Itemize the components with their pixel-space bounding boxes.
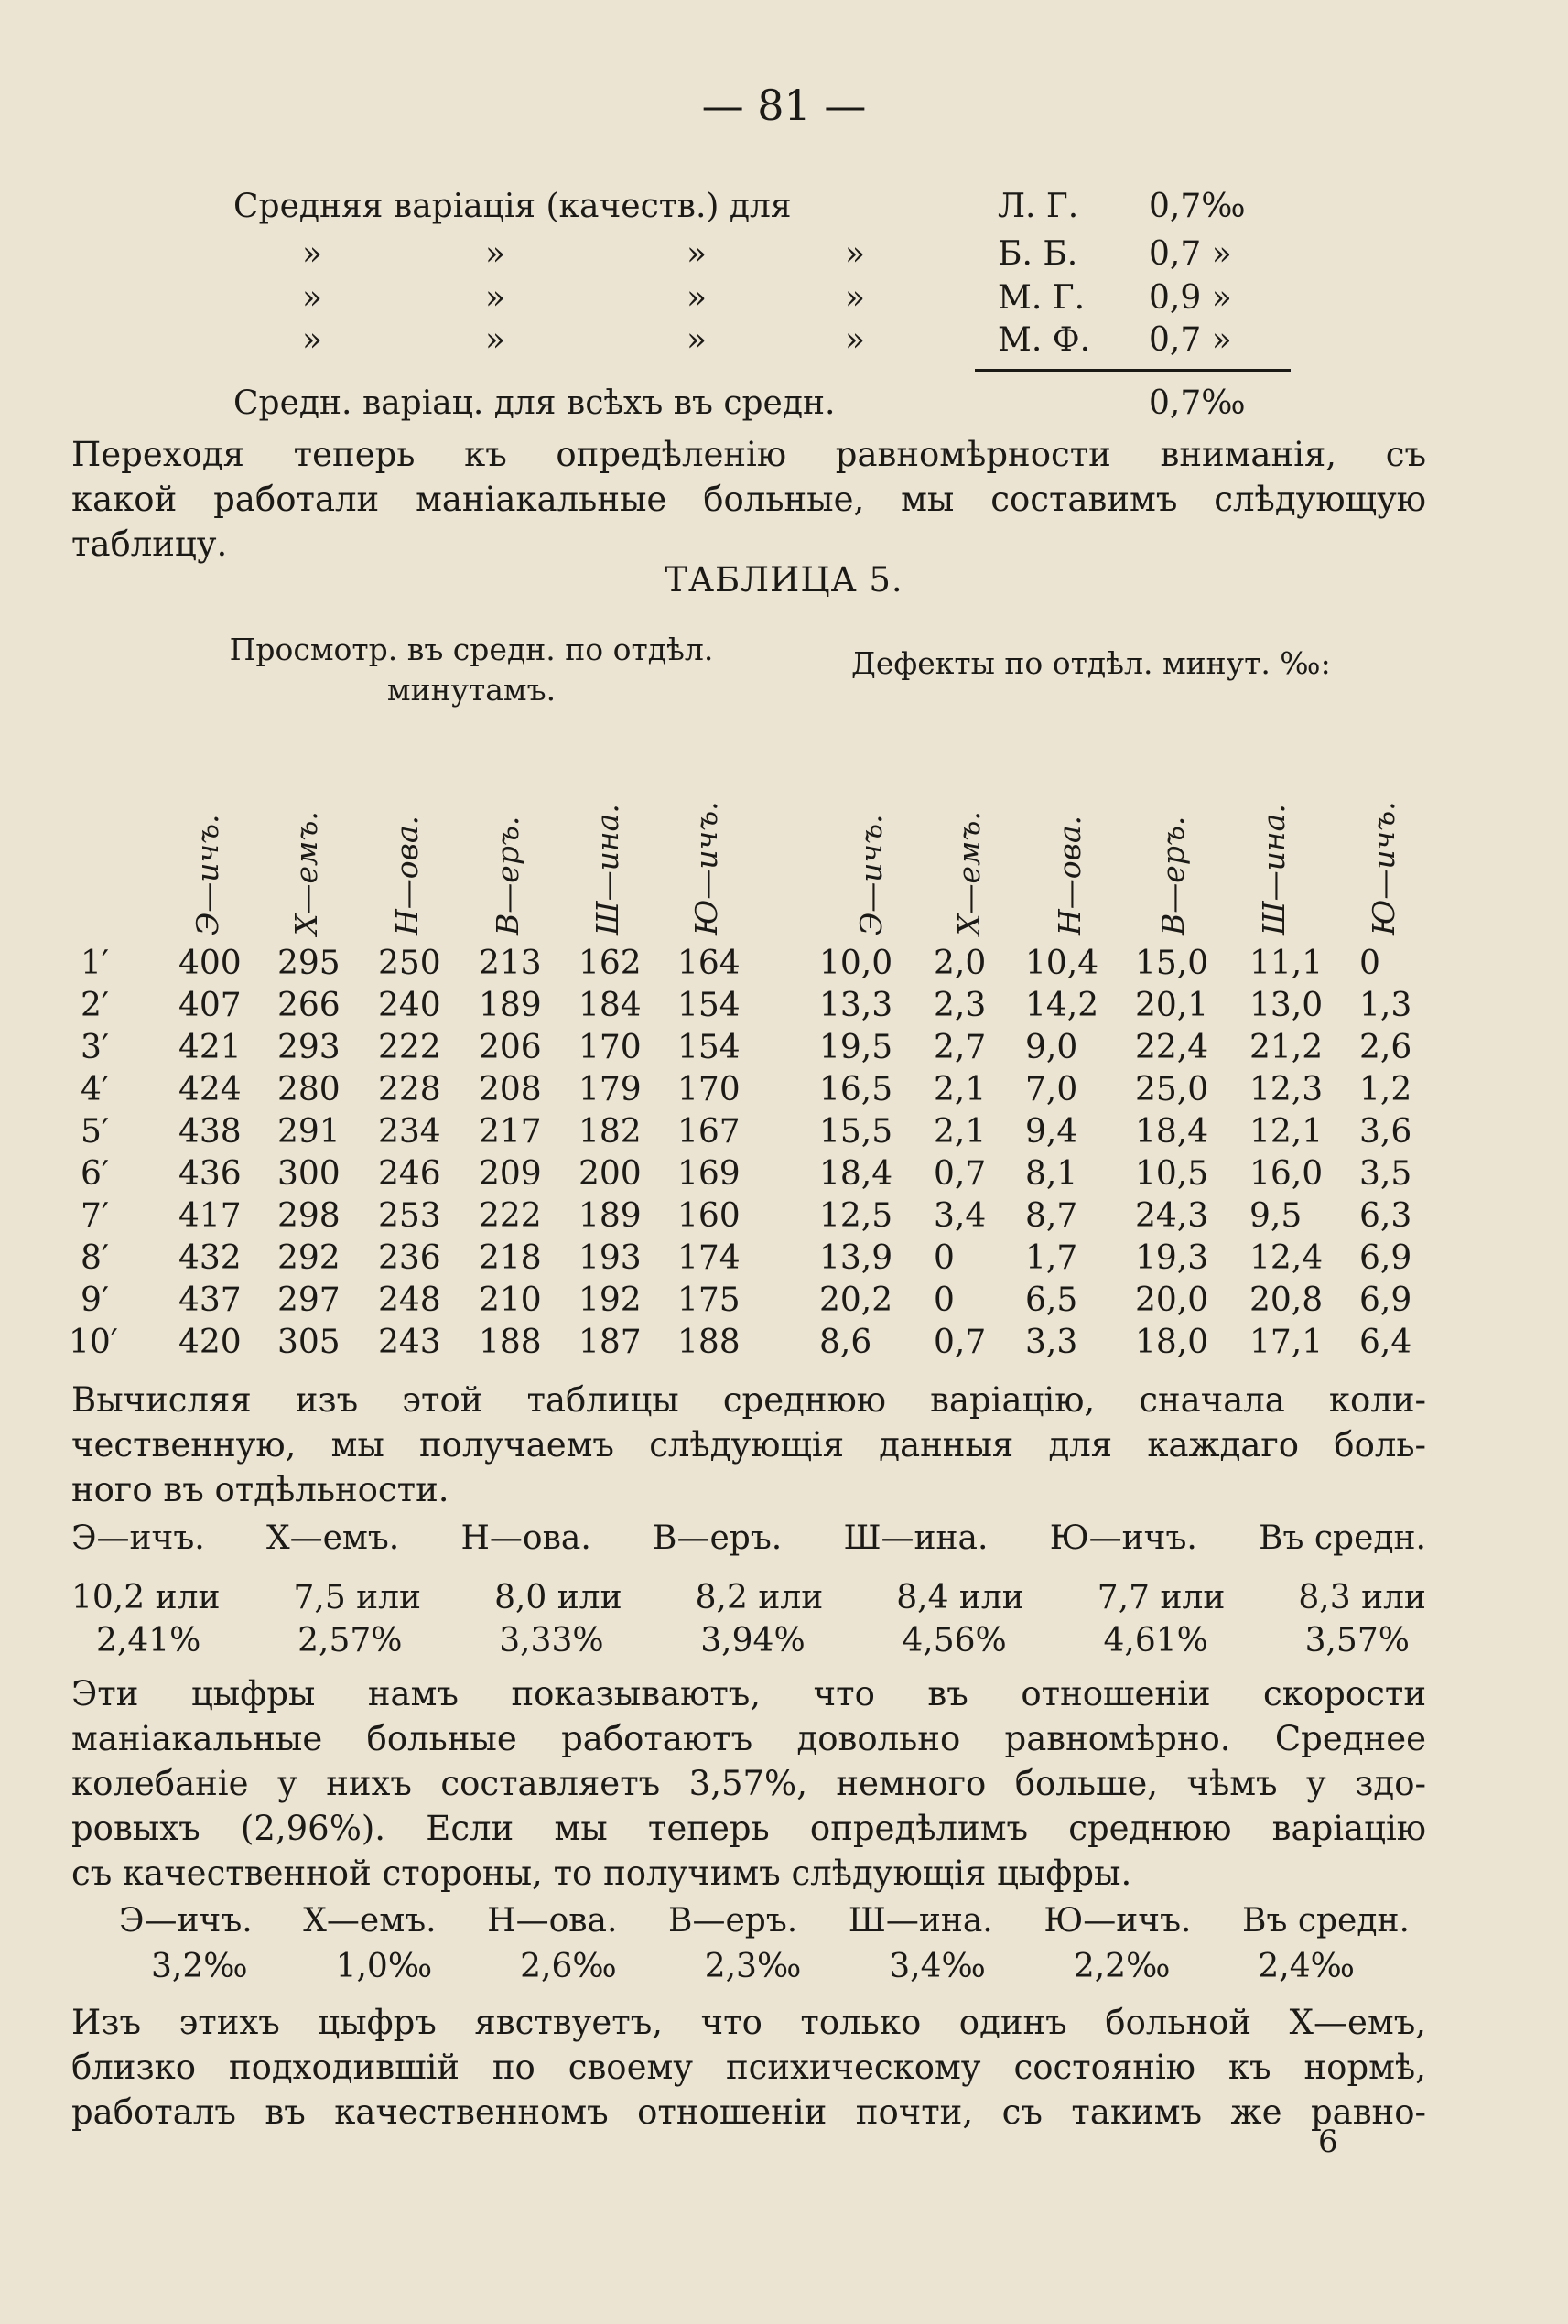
column-header bbox=[677, 752, 732, 935]
defect-cell: 10,4 bbox=[1025, 945, 1099, 982]
defect-cell: 2,1 bbox=[934, 1113, 987, 1151]
defect-cell: 1,2 bbox=[1359, 1071, 1412, 1108]
defect-cell: 21,2 bbox=[1249, 1029, 1324, 1066]
permille-value: 2,6‰ bbox=[520, 1948, 617, 1985]
defect-cell: 19,5 bbox=[819, 1029, 893, 1066]
signature-mark: 6 bbox=[1318, 2124, 1338, 2160]
page-number: — 81 — bbox=[701, 81, 867, 130]
variation-value: 10,2 или bbox=[71, 1579, 221, 1616]
minute-cell: 7′ bbox=[81, 1197, 110, 1235]
text-line: работалъ въ качественномъ отношеніи почти, съ такимъ же равно- bbox=[71, 2092, 1426, 2132]
viewed-cell: 240 bbox=[378, 987, 441, 1024]
viewed-cell: 300 bbox=[277, 1155, 341, 1193]
defect-cell: 20,0 bbox=[1135, 1281, 1209, 1319]
column-header bbox=[842, 752, 897, 935]
viewed-cell: 250 bbox=[378, 945, 441, 982]
defect-cell: 8,7 bbox=[1025, 1197, 1078, 1235]
defect-cell: 2,0 bbox=[934, 945, 987, 982]
defect-cell: 13,0 bbox=[1249, 987, 1324, 1024]
defect-cell: 25,0 bbox=[1135, 1071, 1209, 1108]
table-row bbox=[0, 945, 1568, 987]
defect-cell: 13,9 bbox=[819, 1239, 893, 1277]
viewed-cell: 218 bbox=[479, 1239, 542, 1277]
defect-cell: 9,4 bbox=[1025, 1113, 1078, 1151]
defect-cell: 12,5 bbox=[819, 1197, 893, 1235]
column-header-label: В—еръ. bbox=[1155, 816, 1191, 935]
table-row bbox=[0, 1239, 1568, 1281]
viewed-cell: 164 bbox=[677, 945, 741, 982]
defect-cell: 11,1 bbox=[1249, 945, 1324, 982]
text-line: маніакальные больные работаютъ довольно равномѣрно. Среднее bbox=[71, 1719, 1426, 1758]
permille-value: 2,4‰ bbox=[1258, 1948, 1355, 1985]
defect-cell: 3,4 bbox=[934, 1197, 987, 1235]
variation-row bbox=[233, 279, 1286, 327]
defect-cell: 16,0 bbox=[1249, 1155, 1324, 1193]
defect-cell: 0,7 bbox=[934, 1324, 987, 1361]
minute-cell: 1′ bbox=[81, 945, 110, 982]
column-header bbox=[940, 752, 995, 935]
defect-cell: 8,6 bbox=[819, 1324, 872, 1361]
column-header bbox=[277, 752, 332, 935]
viewed-cell: 266 bbox=[277, 987, 341, 1024]
viewed-cell: 170 bbox=[677, 1071, 741, 1108]
defect-cell: 9,5 bbox=[1249, 1197, 1303, 1235]
column-header bbox=[178, 752, 233, 935]
text-line: какой работали маніакальные больные, мы составимъ слѣдующую bbox=[71, 480, 1426, 519]
patient-header: Х—емъ. bbox=[265, 1519, 400, 1557]
viewed-cell: 189 bbox=[579, 1197, 642, 1235]
permille-value: 1,0‰ bbox=[335, 1948, 433, 1985]
table-row bbox=[0, 1029, 1568, 1071]
column-header-label: Х—емъ. bbox=[951, 811, 987, 935]
viewed-cell: 174 bbox=[677, 1239, 741, 1277]
defect-cell: 6,3 bbox=[1359, 1197, 1412, 1235]
column-header bbox=[1355, 752, 1410, 935]
viewed-cell: 208 bbox=[479, 1071, 542, 1108]
variation-value: 0,7 » bbox=[1149, 321, 1232, 359]
defect-cell: 6,9 bbox=[1359, 1239, 1412, 1277]
column-header bbox=[1041, 752, 1096, 935]
ditto-mark: » bbox=[485, 321, 506, 359]
patient-header: Ш—ина. bbox=[848, 1902, 993, 1940]
viewed-cell: 400 bbox=[178, 945, 242, 982]
column-header-label: В—еръ. bbox=[490, 816, 525, 935]
patient-header: В—еръ. bbox=[653, 1519, 783, 1557]
permille-value: 3,4‰ bbox=[889, 1948, 986, 1985]
defect-cell: 0 bbox=[934, 1239, 955, 1277]
defect-cell: 22,4 bbox=[1135, 1029, 1209, 1066]
column-header-label: Ю—ичъ. bbox=[1366, 801, 1401, 935]
sum-rule bbox=[975, 369, 1291, 372]
defect-cell: 18,4 bbox=[1135, 1113, 1209, 1151]
group-header-defects: Дефекты по отдѣл. минут. ‰: bbox=[851, 645, 1331, 681]
group-header-viewed bbox=[178, 630, 764, 710]
viewed-cell: 179 bbox=[579, 1071, 642, 1108]
variation-value: 8,3 или bbox=[1298, 1579, 1426, 1616]
patient-initials: Б. Б. bbox=[998, 235, 1078, 273]
text-line: ного въ отдѣльности. bbox=[71, 1470, 449, 1509]
defect-cell: 0 bbox=[934, 1281, 955, 1319]
defect-cell: 17,1 bbox=[1249, 1324, 1324, 1361]
viewed-cell: 228 bbox=[378, 1071, 441, 1108]
viewed-cell: 280 bbox=[277, 1071, 341, 1108]
percent-value: 3,94% bbox=[700, 1622, 806, 1659]
column-header-label: Ш—ина. bbox=[1256, 804, 1292, 935]
viewed-cell: 236 bbox=[378, 1239, 441, 1277]
viewed-cell: 187 bbox=[579, 1324, 642, 1361]
table-row bbox=[0, 1155, 1568, 1197]
viewed-cell: 162 bbox=[579, 945, 642, 982]
text-line: Переходя теперь къ опредѣленію равномѣрности вниманія, съ bbox=[71, 435, 1426, 474]
defect-cell: 13,3 bbox=[819, 987, 893, 1024]
average-header: Въ средн. bbox=[1259, 1519, 1426, 1557]
permille-value: 3,2‰ bbox=[151, 1948, 248, 1985]
minute-cell: 5′ bbox=[81, 1113, 110, 1151]
defect-cell: 2,6 bbox=[1359, 1029, 1412, 1066]
ditto-mark: » bbox=[302, 321, 323, 359]
text-line: съ качественной стороны, то получимъ слѣдующія цыфры. bbox=[71, 1854, 1132, 1893]
defect-cell: 3,6 bbox=[1359, 1113, 1412, 1151]
variation-value: 0,7‰ bbox=[1149, 188, 1246, 225]
defect-cell: 15,5 bbox=[819, 1113, 893, 1151]
viewed-cell: 160 bbox=[677, 1197, 741, 1235]
table-row bbox=[0, 1197, 1568, 1239]
average-label: Средн. варіац. для всѣхъ въ средн. bbox=[233, 384, 836, 422]
defect-cell: 12,4 bbox=[1249, 1239, 1324, 1277]
percent-value: 4,61% bbox=[1103, 1622, 1208, 1659]
percent-value: 3,57% bbox=[1304, 1622, 1410, 1659]
column-header-label: Ю—ичъ. bbox=[688, 801, 724, 935]
ditto-mark: » bbox=[845, 235, 866, 273]
percent-value: 4,56% bbox=[902, 1622, 1007, 1659]
viewed-cell: 154 bbox=[677, 1029, 741, 1066]
viewed-cell: 291 bbox=[277, 1113, 341, 1151]
viewed-cell: 436 bbox=[178, 1155, 242, 1193]
quantitative-value-row bbox=[71, 1579, 1426, 1616]
defect-cell: 3,5 bbox=[1359, 1155, 1412, 1193]
defect-cell: 12,3 bbox=[1249, 1071, 1324, 1108]
table-row bbox=[0, 1281, 1568, 1324]
qualitative-header-row bbox=[119, 1902, 1410, 1940]
minute-cell: 9′ bbox=[81, 1281, 110, 1319]
defect-cell: 20,8 bbox=[1249, 1281, 1324, 1319]
viewed-cell: 184 bbox=[579, 987, 642, 1024]
defect-cell: 20,1 bbox=[1135, 987, 1209, 1024]
viewed-cell: 222 bbox=[378, 1029, 441, 1066]
variation-value: 0,9 » bbox=[1149, 279, 1232, 317]
defect-cell: 18,4 bbox=[819, 1155, 893, 1193]
viewed-cell: 248 bbox=[378, 1281, 441, 1319]
column-header bbox=[378, 752, 433, 935]
viewed-cell: 292 bbox=[277, 1239, 341, 1277]
viewed-cell: 234 bbox=[378, 1113, 441, 1151]
viewed-cell: 298 bbox=[277, 1197, 341, 1235]
average-header: Въ средн. bbox=[1242, 1902, 1410, 1940]
viewed-cell: 154 bbox=[677, 987, 741, 1024]
final-paragraph bbox=[71, 2000, 1426, 2135]
minute-cell: 8′ bbox=[81, 1239, 110, 1277]
patient-initials: М. Г. bbox=[998, 279, 1086, 317]
defect-cell: 10,0 bbox=[819, 945, 893, 982]
viewed-cell: 243 bbox=[378, 1324, 441, 1361]
text-line: Вычисляя изъ этой таблицы среднюю варіацію, сначала коли- bbox=[71, 1380, 1426, 1420]
defect-cell: 20,2 bbox=[819, 1281, 893, 1319]
defect-cell: 18,0 bbox=[1135, 1324, 1209, 1361]
table-row bbox=[0, 1071, 1568, 1113]
qualitative-value-row bbox=[151, 1948, 1355, 1985]
column-header bbox=[579, 752, 633, 935]
viewed-cell: 222 bbox=[479, 1197, 542, 1235]
viewed-cell: 420 bbox=[178, 1324, 242, 1361]
patient-header: Н—ова. bbox=[487, 1902, 618, 1940]
viewed-cell: 189 bbox=[479, 987, 542, 1024]
viewed-cell: 295 bbox=[277, 945, 341, 982]
viewed-cell: 182 bbox=[579, 1113, 642, 1151]
column-header-label: Х—емъ. bbox=[288, 811, 324, 935]
defect-cell: 6,4 bbox=[1359, 1324, 1412, 1361]
variation-label: Средняя варіація (качеств.) для bbox=[233, 188, 792, 225]
defect-cell: 7,0 bbox=[1025, 1071, 1078, 1108]
column-header-label: Ш—ина. bbox=[589, 804, 625, 935]
table-title: ТАБЛИЦА 5. bbox=[665, 560, 903, 600]
ditto-mark: » bbox=[845, 279, 866, 317]
defect-cell: 14,2 bbox=[1025, 987, 1099, 1024]
percent-value: 2,41% bbox=[96, 1622, 201, 1659]
column-header bbox=[1144, 752, 1199, 935]
viewed-cell: 217 bbox=[479, 1113, 542, 1151]
viewed-cell: 305 bbox=[277, 1324, 341, 1361]
text-line: Изъ этихъ цыфръ явствуетъ, что только одинъ больной Х—емъ, bbox=[71, 2003, 1426, 2042]
variation-value: 7,5 или bbox=[293, 1579, 422, 1616]
qualitative-paragraph bbox=[71, 1671, 1426, 1896]
ditto-mark: » bbox=[302, 279, 323, 317]
text-line: колебаніе у нихъ составляетъ 3,57%, немного больше, чѣмъ у здо- bbox=[71, 1764, 1426, 1803]
text-line: чественную, мы получаемъ слѣдующія данныя для каждаго боль- bbox=[71, 1425, 1426, 1465]
variation-row bbox=[233, 235, 1286, 283]
table-row bbox=[0, 987, 1568, 1029]
viewed-cell: 170 bbox=[579, 1029, 642, 1066]
viewed-cell: 437 bbox=[178, 1281, 242, 1319]
column-header-label: Н—ова. bbox=[1052, 815, 1087, 935]
patient-header: Ш—ина. bbox=[843, 1519, 989, 1557]
minute-cell: 6′ bbox=[81, 1155, 110, 1193]
viewed-cell: 213 bbox=[479, 945, 542, 982]
text-line: Эти цыфры намъ показываютъ, что въ отношеніи скорости bbox=[71, 1674, 1426, 1713]
viewed-cell: 209 bbox=[479, 1155, 542, 1193]
patient-header: Ю—ичъ. bbox=[1044, 1902, 1192, 1940]
defect-cell: 12,1 bbox=[1249, 1113, 1324, 1151]
viewed-cell: 192 bbox=[579, 1281, 642, 1319]
variation-value: 8,4 или bbox=[896, 1579, 1024, 1616]
column-header-label: Э—ичъ. bbox=[853, 814, 889, 935]
viewed-cell: 421 bbox=[178, 1029, 242, 1066]
viewed-cell: 193 bbox=[579, 1239, 642, 1277]
viewed-cell: 210 bbox=[479, 1281, 542, 1319]
viewed-cell: 253 bbox=[378, 1197, 441, 1235]
ditto-mark: » bbox=[687, 279, 708, 317]
column-header-label: Э—ичъ. bbox=[189, 814, 225, 935]
viewed-cell: 206 bbox=[479, 1029, 542, 1066]
patient-header: Н—ова. bbox=[460, 1519, 591, 1557]
minute-cell: 10′ bbox=[69, 1324, 118, 1361]
defect-cell: 9,0 bbox=[1025, 1029, 1078, 1066]
viewed-cell: 432 bbox=[178, 1239, 242, 1277]
text-line: близко подходившій по своему психическому состоянію къ нормѣ, bbox=[71, 2048, 1426, 2087]
column-header bbox=[1245, 752, 1300, 935]
defect-cell: 0 bbox=[1359, 945, 1380, 982]
patient-initials: М. Ф. bbox=[998, 321, 1091, 359]
group-header-line: Просмотр. въ средн. по отдѣл. bbox=[229, 632, 714, 667]
defect-cell: 24,3 bbox=[1135, 1197, 1209, 1235]
defect-cell: 2,3 bbox=[934, 987, 987, 1024]
variation-row bbox=[233, 188, 1286, 235]
quantitative-paragraph bbox=[71, 1378, 1426, 1512]
defect-cell: 1,7 bbox=[1025, 1239, 1078, 1277]
minute-cell: 4′ bbox=[81, 1071, 110, 1108]
viewed-cell: 167 bbox=[677, 1113, 741, 1151]
defect-cell: 2,7 bbox=[934, 1029, 987, 1066]
patient-header: Ю—ичъ. bbox=[1049, 1519, 1197, 1557]
defect-cell: 2,1 bbox=[934, 1071, 987, 1108]
defect-cell: 16,5 bbox=[819, 1071, 893, 1108]
viewed-cell: 188 bbox=[479, 1324, 542, 1361]
ditto-mark: » bbox=[485, 279, 506, 317]
minute-cell: 3′ bbox=[81, 1029, 110, 1066]
viewed-cell: 293 bbox=[277, 1029, 341, 1066]
variation-value: 0,7 » bbox=[1149, 235, 1232, 273]
viewed-cell: 438 bbox=[178, 1113, 242, 1151]
patient-header: Х—емъ. bbox=[303, 1902, 437, 1940]
viewed-cell: 424 bbox=[178, 1071, 242, 1108]
defect-cell: 19,3 bbox=[1135, 1239, 1209, 1277]
table-row bbox=[0, 1324, 1568, 1366]
viewed-cell: 297 bbox=[277, 1281, 341, 1319]
patient-initials: Л. Г. bbox=[998, 188, 1079, 225]
variation-value: 8,2 или bbox=[695, 1579, 824, 1616]
ditto-mark: » bbox=[485, 235, 506, 273]
defect-cell: 3,3 bbox=[1025, 1324, 1078, 1361]
percent-value: 2,57% bbox=[297, 1622, 403, 1659]
permille-value: 2,2‰ bbox=[1073, 1948, 1171, 1985]
viewed-cell: 407 bbox=[178, 987, 242, 1024]
percent-value: 3,33% bbox=[499, 1622, 604, 1659]
intro-paragraph bbox=[71, 432, 1426, 567]
defect-cell: 1,3 bbox=[1359, 987, 1412, 1024]
variation-value: 7,7 или bbox=[1097, 1579, 1226, 1616]
quantitative-percent-row bbox=[96, 1622, 1410, 1659]
average-value: 0,7‰ bbox=[1149, 384, 1246, 422]
defect-cell: 6,5 bbox=[1025, 1281, 1078, 1319]
ditto-mark: » bbox=[845, 321, 866, 359]
variation-value: 8,0 или bbox=[494, 1579, 622, 1616]
defect-cell: 0,7 bbox=[934, 1155, 987, 1193]
ditto-mark: » bbox=[687, 235, 708, 273]
viewed-cell: 200 bbox=[579, 1155, 642, 1193]
defect-cell: 8,1 bbox=[1025, 1155, 1078, 1193]
text-line: ровыхъ (2,96%). Если мы теперь опредѣлимъ среднюю варіацію bbox=[71, 1809, 1426, 1848]
patient-header: Э—ичъ. bbox=[71, 1519, 205, 1557]
patient-header: Э—ичъ. bbox=[119, 1902, 253, 1940]
viewed-cell: 188 bbox=[677, 1324, 741, 1361]
minute-cell: 2′ bbox=[81, 987, 110, 1024]
patient-header: В—еръ. bbox=[668, 1902, 798, 1940]
defect-cell: 6,9 bbox=[1359, 1281, 1412, 1319]
table-row bbox=[0, 1113, 1568, 1155]
group-header-line: минутамъ. bbox=[386, 672, 557, 708]
viewed-cell: 169 bbox=[677, 1155, 741, 1193]
ditto-mark: » bbox=[687, 321, 708, 359]
viewed-cell: 417 bbox=[178, 1197, 242, 1235]
column-header bbox=[479, 752, 534, 935]
quantitative-header-row bbox=[71, 1519, 1426, 1557]
ditto-mark: » bbox=[302, 235, 323, 273]
defect-cell: 15,0 bbox=[1135, 945, 1209, 982]
defect-cell: 10,5 bbox=[1135, 1155, 1209, 1193]
text-line: таблицу. bbox=[71, 524, 228, 564]
viewed-cell: 175 bbox=[677, 1281, 741, 1319]
permille-value: 2,3‰ bbox=[704, 1948, 802, 1985]
column-header-label: Н—ова. bbox=[389, 815, 425, 935]
viewed-cell: 246 bbox=[378, 1155, 441, 1193]
variation-row bbox=[233, 321, 1286, 369]
